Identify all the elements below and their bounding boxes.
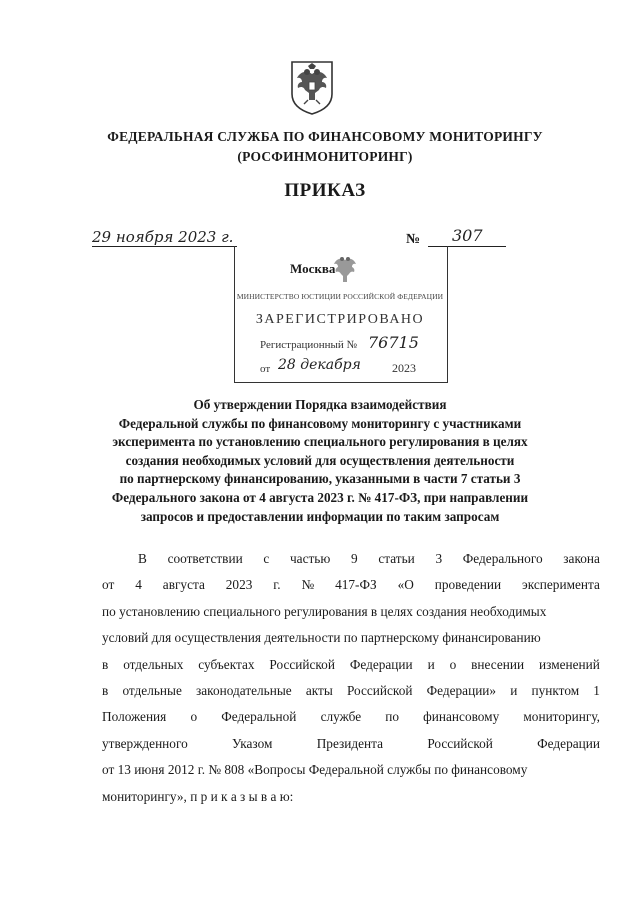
- subject-line: Федеральной службы по финансовому мониторингу с участниками: [118, 415, 522, 431]
- handwritten-date: 29 ноября 2023 г.: [92, 228, 237, 247]
- body-word: Федерального: [462, 551, 543, 566]
- body-line: [102, 546, 600, 572]
- body-word: о: [449, 656, 457, 672]
- stamp-handwritten-date: 28 декабря: [278, 357, 361, 373]
- body-word: службе: [320, 709, 362, 725]
- subject-line: создания необходимых условий для осуществления деятельности: [125, 452, 515, 468]
- body-word: по: [385, 709, 400, 725]
- body-word: 2023: [225, 577, 253, 593]
- body-word: 4: [135, 577, 142, 593]
- agency-name-line2: (РОСФИНМОНИТОРИНГ): [237, 149, 413, 164]
- body-word: Положения: [102, 709, 167, 725]
- state-emblem-icon: [288, 60, 336, 116]
- body-word: Федеральной: [221, 709, 297, 725]
- body-word: Федерации: [537, 735, 600, 751]
- body-word: мониторингу», п р и к а з ы в а ю:: [102, 788, 294, 804]
- subject-line: по партнерскому финансированию, указанными в части 7 статьи 3: [119, 471, 521, 487]
- body-word: внесении: [471, 656, 525, 672]
- agency-name: [40, 127, 610, 167]
- handwritten-number: 307: [452, 226, 483, 245]
- stamp-reg-label: Регистрационный №: [260, 339, 358, 351]
- body-word: от 13 июня 2012 г. № 808 «Вопросы Федеральной службы по финансовому: [102, 762, 528, 778]
- body-word: отдельные: [122, 683, 182, 699]
- body-word: условий для осуществления деятельности по партнерскому финансированию: [102, 630, 541, 646]
- body-line: [102, 704, 600, 730]
- document-type: ПРИКАЗ: [284, 180, 366, 201]
- body-word: Указом: [232, 735, 273, 751]
- order-subject: [62, 396, 578, 526]
- body-word: Российской: [269, 656, 335, 672]
- body-word: Российской: [346, 683, 413, 699]
- body-line: [102, 652, 600, 678]
- order-body: [102, 546, 600, 810]
- seal-emblem-icon: [330, 254, 360, 288]
- city-name: Москва: [290, 261, 336, 276]
- body-line: [102, 599, 600, 625]
- body-word: в: [102, 683, 109, 699]
- body-word: «О: [397, 577, 414, 593]
- body-word: Федерации»: [426, 683, 497, 699]
- stamp-from-label: от: [260, 363, 271, 375]
- stamp-reg-number: 76715: [368, 333, 419, 352]
- body-word: с: [263, 551, 270, 566]
- body-word: статьи: [378, 551, 415, 566]
- body-word: финансовому: [423, 709, 500, 725]
- body-word: акты: [305, 683, 333, 699]
- body-line: [102, 625, 600, 651]
- body-word: соответствии: [167, 551, 243, 566]
- body-word: августа: [162, 577, 205, 593]
- body-word: Российской: [427, 735, 493, 751]
- subject-line: запросов и предоставлении информации по таким запросам: [140, 508, 500, 524]
- body-line: [102, 731, 600, 757]
- number-label: №: [406, 232, 421, 247]
- body-word: субъектах: [198, 656, 255, 672]
- body-word: проведении: [434, 577, 502, 593]
- subject-line: Об утверждении Порядка взаимодействия: [193, 397, 447, 412]
- body-line: [102, 572, 600, 598]
- body-word: законодательные: [196, 683, 292, 699]
- body-word: закона: [563, 551, 600, 566]
- body-word: 1: [593, 683, 600, 699]
- stamp-ministry: МИНИСТЕРСТВО ЮСТИЦИИ РОССИЙСКОЙ ФЕДЕРАЦИИ: [236, 292, 444, 301]
- subject-line: эксперимента по установлению специального регулирования в целях: [112, 434, 528, 450]
- body-word: В: [138, 551, 147, 566]
- agency-name-line1: ФЕДЕРАЛЬНАЯ СЛУЖБА ПО ФИНАНСОВОМУ МОНИТОРИНГУ: [107, 129, 543, 144]
- body-word: 9: [350, 551, 358, 566]
- body-word: по установлению специального регулирования в целях создания необходимых: [102, 603, 547, 619]
- body-word: изменений: [539, 656, 600, 672]
- body-word: и: [510, 683, 518, 699]
- body-word: в: [102, 656, 109, 672]
- body-word: отдельных: [123, 656, 184, 672]
- body-word: частью: [289, 551, 331, 566]
- body-line: [102, 784, 600, 810]
- body-word: утвержденного: [102, 735, 188, 751]
- body-word: эксперимента: [522, 577, 600, 593]
- body-word: от: [102, 577, 115, 593]
- body-word: пунктом: [531, 683, 580, 699]
- body-word: 417-ФЗ: [335, 577, 377, 593]
- body-word: о: [190, 709, 198, 725]
- body-word: и: [427, 656, 435, 672]
- body-word: Федерации: [349, 656, 413, 672]
- stamp-year: 2023: [392, 361, 416, 375]
- body-word: мониторингу,: [523, 709, 600, 725]
- body-word: №: [301, 577, 315, 593]
- body-line: [102, 757, 600, 783]
- body-line: [102, 678, 600, 704]
- body-word: 3: [435, 551, 443, 566]
- stamp-registered: ЗАРЕГИСТРИРОВАНО: [255, 312, 425, 327]
- subject-line: Федерального закона от 4 августа 2023 г. № 417-ФЗ, при направлении: [111, 489, 529, 505]
- body-word: г.: [273, 577, 281, 593]
- body-word: Президента: [316, 735, 384, 751]
